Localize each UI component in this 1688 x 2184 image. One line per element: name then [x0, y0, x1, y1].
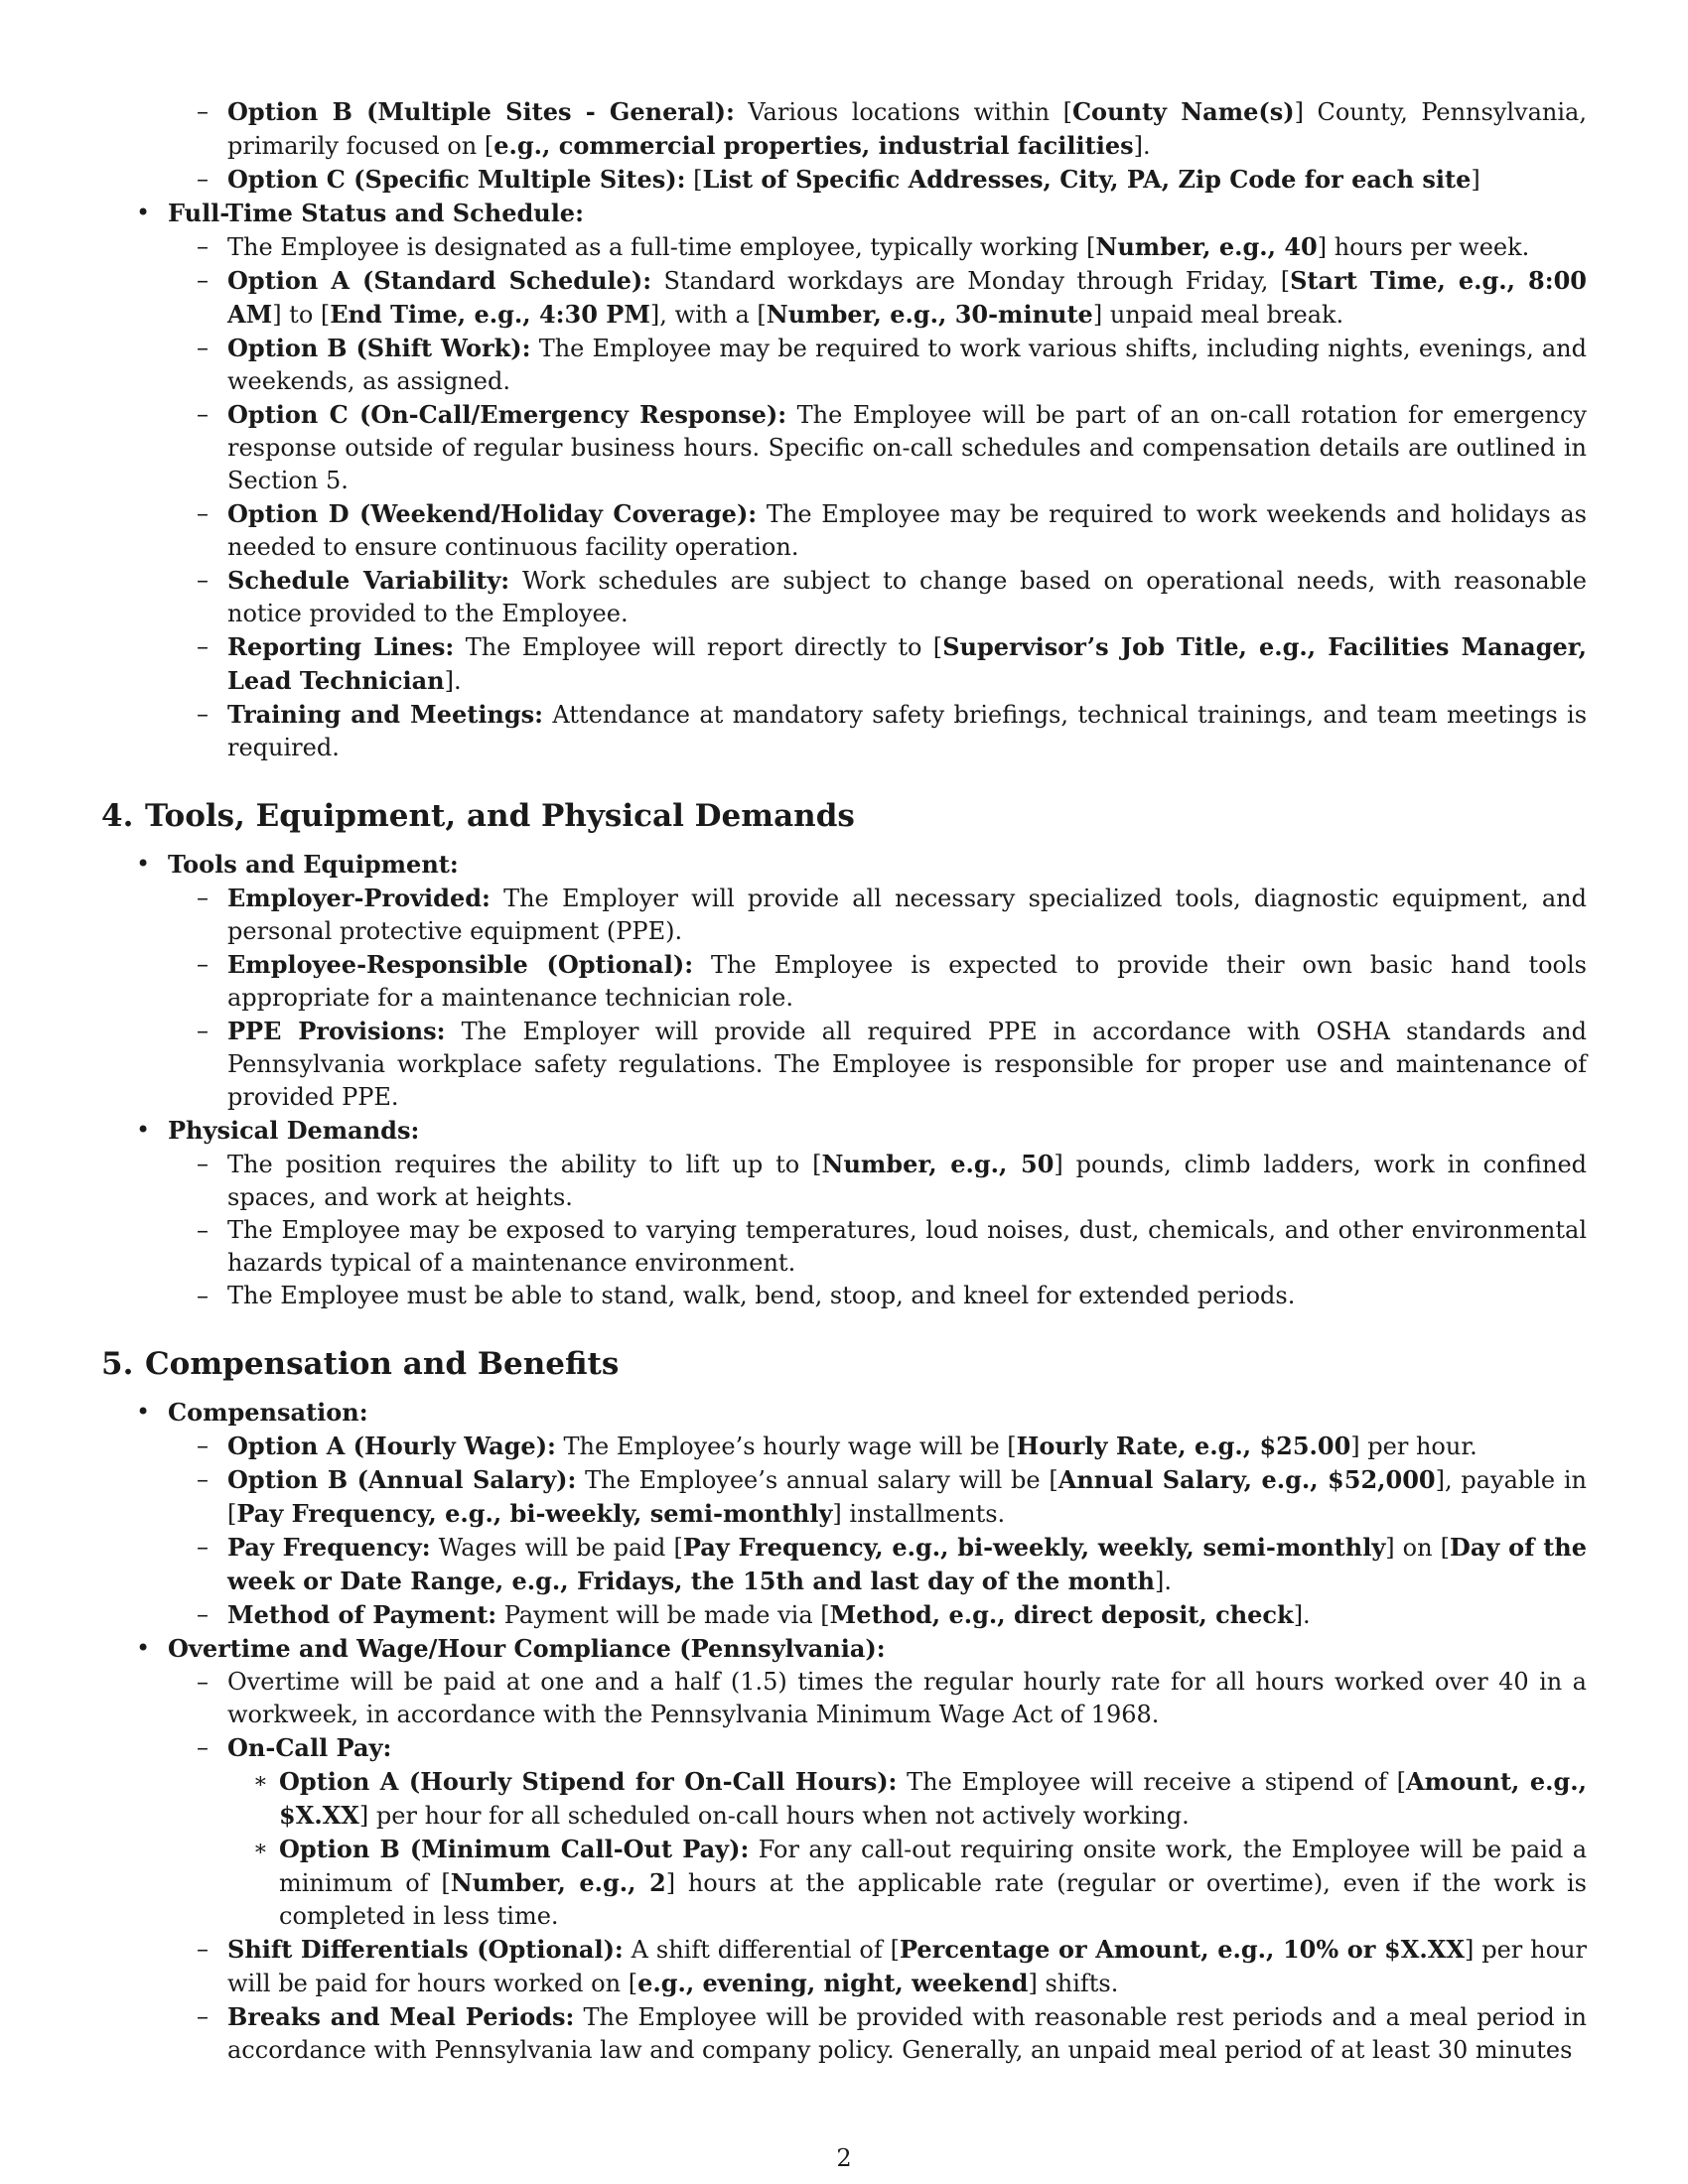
list-item: [101, 95, 1587, 197]
list-item: – Overtime will be paid at one and a half (1.5) times the regular hourly rate for all hours worked over 40 in a workweek, in accordance with the Pennsylvania Minimum Wage Act of 1968.: [197, 1668, 1587, 1728]
list-item: – Option D (Weekend/Holiday Coverage): The Employee may be required to work weekends and holidays as needed to ensure continuous facility operation.: [197, 499, 1587, 561]
list-item: – Option C (Specific Multiple Sites): [List of Specific Addresses, City, PA, Zip Code for each site]: [197, 165, 1480, 194]
physical-demands-item: • Physical Demands: – The position requires the ability to lift up to [Number, e.g., 50] pounds, climb ladders, work in confined spaces, and work at heights. – The Employee may be exposed to varying temperatures, loud noises, dust, chemicals, and other environmental hazards typical of a maintenance environment. – The Employee must be able to stand, walk, bend, stoop, and kneel for extended periods.: [101, 1114, 1587, 1312]
location-list: [101, 95, 1587, 764]
list-item: – Breaks and Meal Periods: The Employee will be provided with reasonable rest periods and a meal period in accordance with Pennsylvania law and company policy. Generally, an unpaid meal period of at least 30 minutes: [197, 2002, 1587, 2064]
list-item: – Option A (Hourly Wage): The Employee’s hourly wage will be [Hourly Rate, e.g., $25.00] per hour.: [197, 1432, 1477, 1460]
list-item: – Option B (Annual Salary): The Employee’s annual salary will be [Annual Salary, e.g., $52,000], payable in [Pay Frequency, e.g., bi-weekly, semi-monthly] installments.: [197, 1465, 1587, 1528]
list-item: – Option B (Shift Work): The Employee may be required to work various shifts, including nights, evenings, and weekends, as assigned.: [197, 334, 1588, 395]
list-item: – Training and Meetings: Attendance at mandatory safety briefings, technical trainings, and team meetings is required.: [197, 700, 1588, 761]
section-4-list: [101, 848, 1587, 1312]
section-5-list: [101, 1396, 1587, 2067]
list-item: – Reporting Lines: The Employee will report directly to [Supervisor’s Job Title, e.g., Facilities Manager, Lead Technician].: [197, 632, 1587, 695]
section-4-heading: 4. Tools, Equipment, and Physical Demands: [101, 798, 855, 834]
list-item: – Pay Frequency: Wages will be paid [Pay Frequency, e.g., bi-weekly, weekly, semi-monthly] on [Day of the week or Date Range, e.g., Fridays, the 15th and last day of the month].: [197, 1533, 1587, 1595]
page-number: 2: [836, 2144, 852, 2172]
list-item: – Option A (Standard Schedule): Standard workdays are Monday through Friday, [Start Time, e.g., 8:00 AM] to [End Time, e.g., 4:30 PM], with a [Number, e.g., 30-minute] unpaid meal break.: [197, 266, 1587, 329]
list-item: – Employee-Responsible (Optional): The Employee is expected to provide their own basic hand tools appropriate for a maintenance technician role.: [197, 950, 1588, 1012]
section-5-heading: 5. Compensation and Benefits: [101, 1346, 620, 1382]
list-item: – PPE Provisions: The Employer will provide all required PPE in accordance with OSHA standards and Pennsylvania workplace safety regulations. The Employee is responsible for proper use and maintenance of provided PPE.: [197, 1017, 1587, 1111]
compensation-item: • Compensation: – Option A (Hourly Wage): The Employee’s hourly wage will be [Hourly Rate, e.g., $25.00] per hour. – Option B (Annual Salary): The Employee’s annual salary will be [Annual Salary, e.g., $52,000], payable in [Pay Frequency, e.g., bi-weekly, semi-monthly] installments. – Pay Frequency: Wages will be paid [Pay Frequency, e.g., bi-weekly, weekly, semi-monthly] on [Day of the week or Date Range, e.g., Fridays, the 15th and last day of the month]. – Method of Payment: Payment will be made via [Method, e.g., direct deposit, check].: [101, 1396, 1587, 1632]
list-item: – Option B (Multiple Sites - General): Various locations within [County Name(s)] County, Pennsylvania, primarily focused on [e.g., commercial properties, industrial facilities].: [197, 97, 1587, 160]
list-item: – Method of Payment: Payment will be made via [Method, e.g., direct deposit, check].: [197, 1600, 1311, 1629]
list-item: – The Employee must be able to stand, walk, bend, stoop, and kneel for extended periods.: [197, 1282, 1296, 1309]
list-item: – The position requires the ability to lift up to [Number, e.g., 50] pounds, climb ladders, work in confined spaces, and work at heights.: [197, 1150, 1588, 1211]
list-item: ∗ Option B (Minimum Call-Out Pay): For any call-out requiring onsite work, the Employee will be paid a minimum of [Number, e.g., 2] hours at the applicable rate (regular or overtime), even if the work is completed in less time.: [253, 1835, 1587, 1930]
tools-equipment-item: • Tools and Equipment: – Employer-Provided: The Employer will provide all necessary specialized tools, diagnostic equipment, and personal protective equipment (PPE). – Employee-Responsible (Optional): The Employee is expected to provide their own basic hand tools appropriate for a maintenance technician role. – PPE Provisions: The Employer will provide all required PPE in accordance with OSHA standards and Pennsylvania workplace safety regulations. The Employee is responsible for proper use and maintenance of provided PPE.: [101, 848, 1587, 1114]
list-item: – Employer-Provided: The Employer will provide all necessary specialized tools, diagnostic equipment, and personal protective equipment (PPE).: [197, 884, 1587, 945]
list-item: ∗ Option A (Hourly Stipend for On-Call Hours): The Employee will receive a stipend of [Amount, e.g., $X.XX] per hour for all scheduled on-call hours when not actively working.: [253, 1767, 1587, 1830]
list-item: – The Employee may be exposed to varying temperatures, loud noises, dust, chemicals, and other environmental hazards typical of a maintenance environment.: [197, 1216, 1587, 1277]
list-item: – Option C (On-Call/Emergency Response): The Employee will be part of an on-call rotation for emergency response outside of regular business hours. Specific on-call schedules and compensation details are outlined in Section 5.: [197, 400, 1587, 494]
list-item: – The Employee is designated as a full-time employee, typically working [Number, e.g., 40] hours per week.: [197, 232, 1530, 261]
overtime-item: • Overtime and Wage/Hour Compliance (Pennsylvania): – Overtime will be paid at one and a half (1.5) times the regular hourly rate for all hours worked over 40 in a workweek, in accordance with the Pennsylvania Minimum Wage Act of 1968. – On-Call Pay: ∗ Option A (Hourly Stipend for On-Call Hours): The Employee will receive a stipend of [Amount, e.g., $X.XX] per hour for all scheduled on-call hours when not actively working. ∗ Option B (Minimum Call-Out Pay): For any call-out requiring onsite work, the Employee will be paid a minimum of [Number, e.g., 2] hours at the applicable rate (regular or overtime), even if the work is completed in less time. – Shift Differentials (Optional): A shift differential of [Percentage or Amount, e.g., 10% or $X.XX] per hour will be paid for hours worked on [e.g., evening, night, weekend] shifts. – Breaks and Meal Periods: The Employee will be provided with reasonable rest periods and a meal period in accordance with Pennsylvania law and company policy. Generally, an unpaid meal period of at least 30 minutes: [101, 1632, 1587, 2067]
list-item: – Schedule Variability: Work schedules are subject to change based on operational needs, with reasonable notice provided to the Employee.: [197, 566, 1587, 627]
fulltime-status-title: Full-Time Status and Schedule:: [168, 199, 584, 227]
fulltime-status-item: • Full-Time Status and Schedule: – The Employee is designated as a full-time employee, typically working [Number, e.g., 40] hours per week. – Option A (Standard Schedule): Standard workdays are Monday through Friday, [Start Time, e.g., 8:00 AM] to [End Time, e.g., 4:30 PM], with a [Number, e.g., 30-minute] unpaid meal break. – Option B (Shift Work): The Employee may be required to work various shifts, including nights, evenings, and weekends, as assigned. – Option C (On-Call/Emergency Response): The Employee will be part of an on-call rotation for emergency response outside of regular business hours. Specific on-call schedules and compensation details are outlined in Section 5. – Option D (Weekend/Holiday Coverage): The Employee may be required to work weekends and holidays as needed to ensure continuous facility operation. – Schedule Variability: Work schedules are subject to change based on operational needs, with reasonable notice provided to the Employee. – Reporting Lines: The Employee will report directly to [Supervisor’s Job Title, e.g., Facilities Manager, Lead Technician]. – Training and Meetings: Attendance at mandatory safety briefings, technical trainings, and team meetings is required.: [101, 197, 1587, 764]
list-item: – Shift Differentials (Optional): A shift differential of [Percentage or Amount, e.g., 10% or $X.XX] per hour will be paid for hours worked on [e.g., evening, night, weekend] shifts.: [197, 1935, 1587, 1997]
oncall-pay-item: – On-Call Pay: ∗ Option A (Hourly Stipend for On-Call Hours): The Employee will receive a stipend of [Amount, e.g., $X.XX] per hour for all scheduled on-call hours when not actively working. ∗ Option B (Minimum Call-Out Pay): For any call-out requiring onsite work, the Employee will be paid a minimum of [Number, e.g., 2] hours at the applicable rate (regular or overtime), even if the work is completed in less time.: [168, 1731, 1587, 1933]
